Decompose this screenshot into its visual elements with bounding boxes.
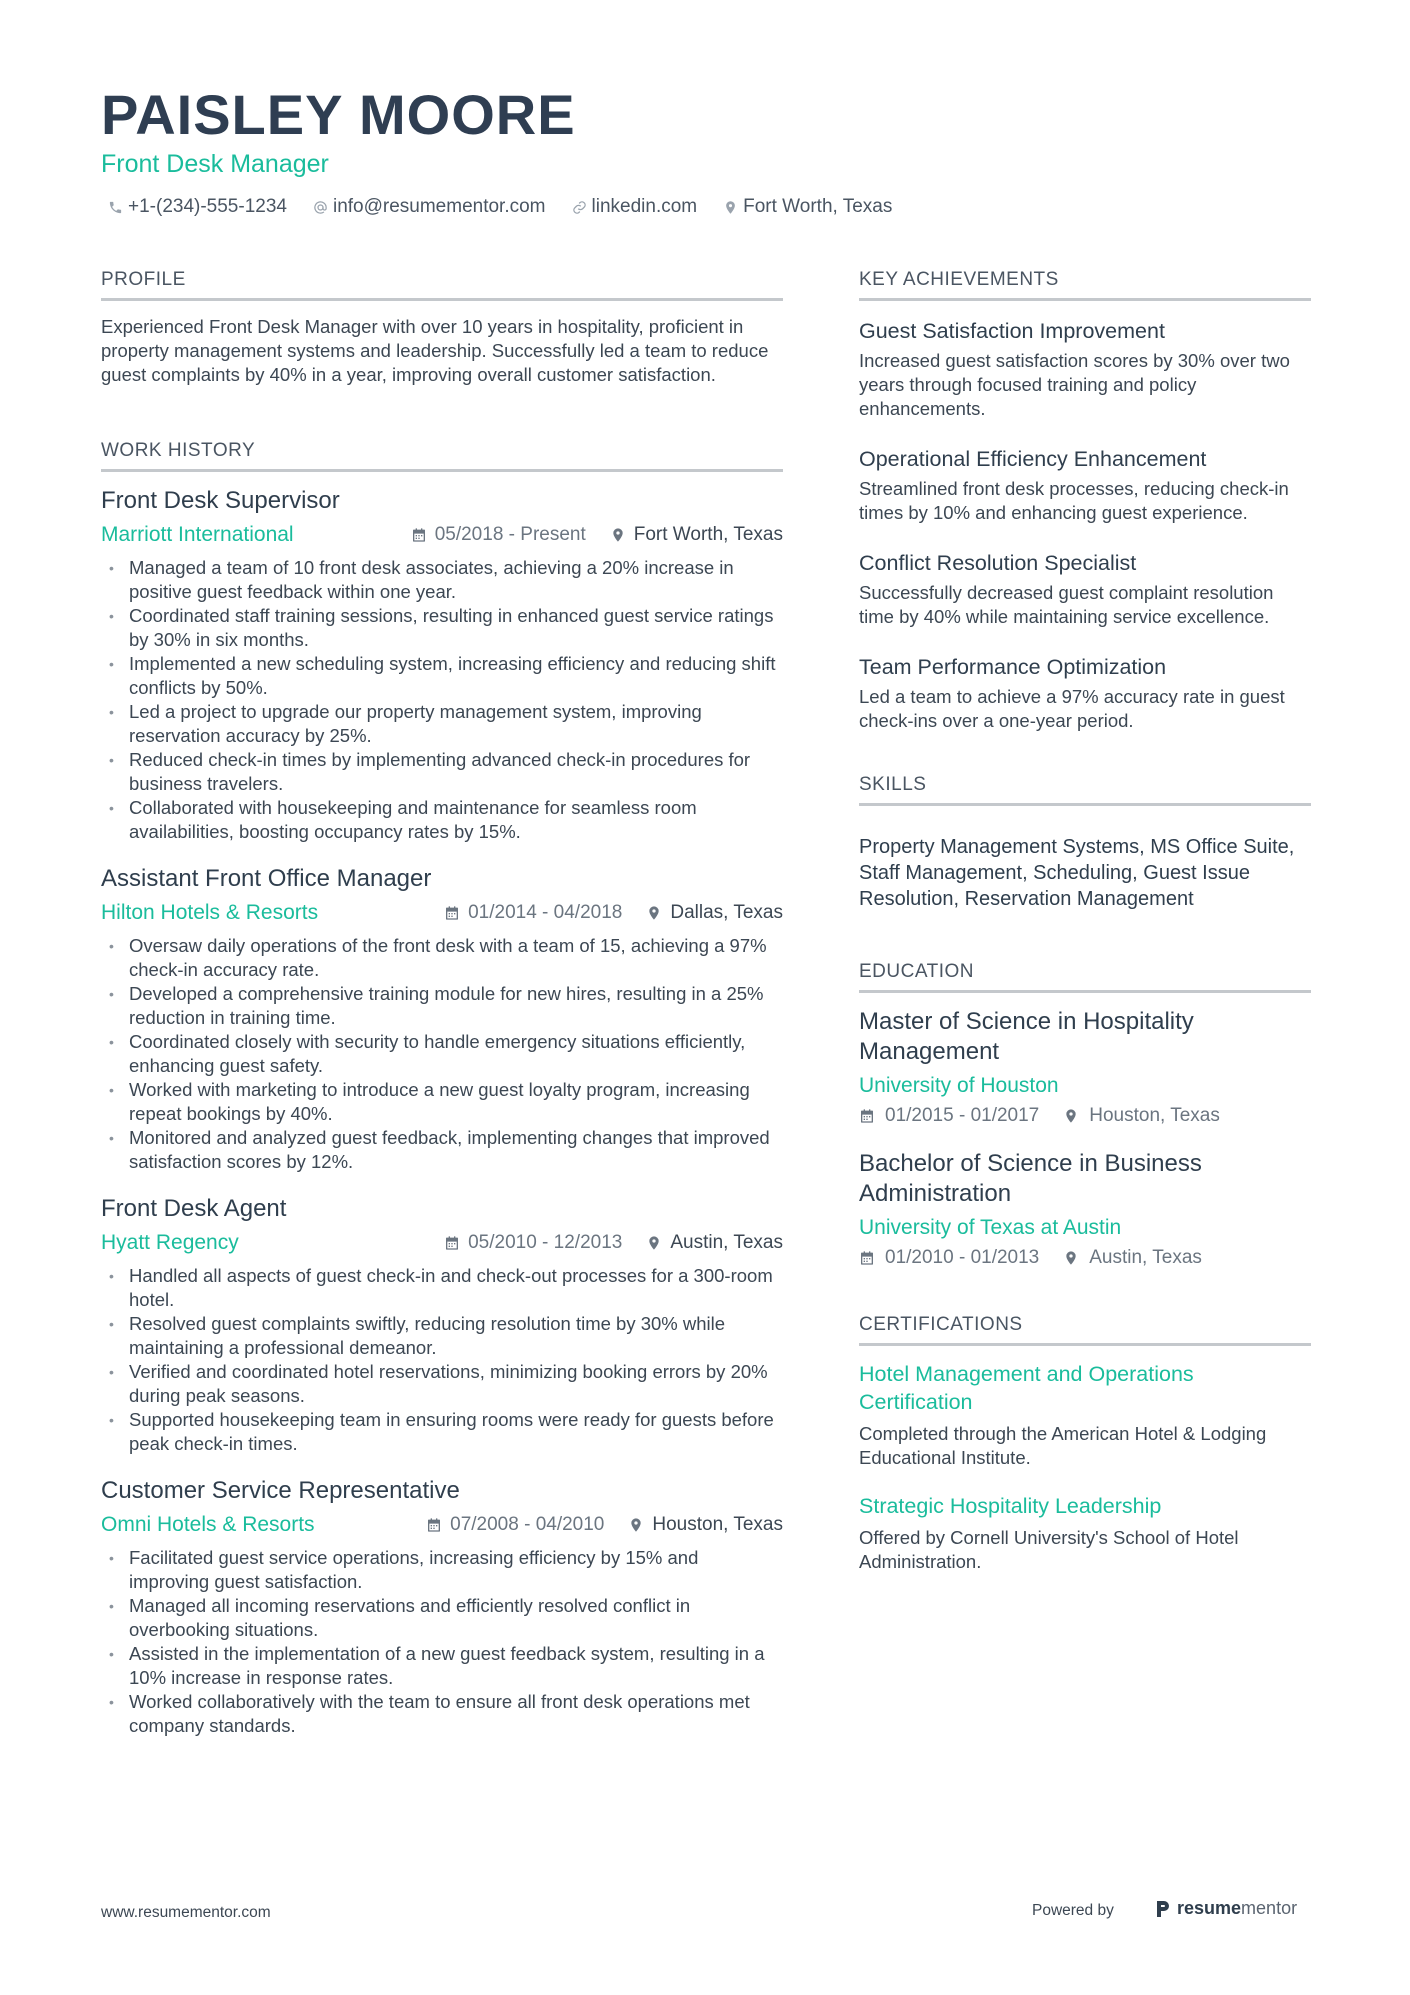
skills-text: Property Management Systems, MS Office Suite, Staff Management, Scheduling, Guest Issue Resolution, Reservation Management bbox=[859, 836, 1295, 910]
skills-heading: SKILLS bbox=[859, 773, 1311, 806]
job-bullet: • Worked collaboratively with the team to ensure all front desk operations met company standards. bbox=[101, 1690, 783, 1738]
achievement-item bbox=[859, 653, 1311, 733]
job-bullet: • Implemented a new scheduling system, increasing efficiency and reducing shift conflicts by 50%. bbox=[101, 652, 783, 700]
job-meta bbox=[101, 1512, 783, 1538]
job-date-location bbox=[411, 524, 783, 546]
job-dates: 07/2008 - 04/2010 bbox=[450, 1514, 605, 1535]
job-entry bbox=[101, 1194, 783, 1456]
job-dates: 05/2018 - Present bbox=[434, 524, 586, 545]
location-pin-icon bbox=[1063, 1250, 1079, 1266]
achievement-desc: Successfully decreased guest complaint resolution time by 40% while maintaining service excellence. bbox=[859, 582, 1274, 627]
brand-bold: resume bbox=[1177, 1898, 1242, 1918]
certification-title: Strategic Hospitality Leadership bbox=[859, 1494, 1162, 1518]
profile-heading: PROFILE bbox=[101, 268, 783, 301]
job-company: Omni Hotels & Resorts bbox=[101, 1513, 315, 1536]
job-location: Fort Worth, Texas bbox=[633, 524, 783, 545]
work-history-heading: WORK HISTORY bbox=[101, 439, 783, 472]
education-location: Austin, Texas bbox=[1089, 1247, 1202, 1268]
at-icon bbox=[313, 200, 328, 215]
footer-brand-logo[interactable] bbox=[1155, 1898, 1297, 1919]
job-bullet: • Handled all aspects of guest check-in and check-out processes for a 300-room hotel. bbox=[101, 1264, 783, 1312]
job-location: Dallas, Texas bbox=[670, 902, 783, 923]
job-meta bbox=[101, 522, 783, 548]
calendar-icon bbox=[859, 1108, 875, 1124]
job-entry bbox=[101, 486, 783, 844]
education-location: Houston, Texas bbox=[1089, 1105, 1220, 1126]
phone-icon bbox=[108, 200, 123, 215]
achievements-list bbox=[859, 317, 1311, 733]
job-company: Hilton Hotels & Resorts bbox=[101, 901, 319, 924]
achievement-title: Guest Satisfaction Improvement bbox=[859, 319, 1165, 343]
work-history-list bbox=[101, 486, 783, 1738]
location-pin-icon bbox=[646, 1235, 662, 1251]
job-bullets bbox=[101, 556, 783, 844]
achievement-item bbox=[859, 317, 1311, 421]
footer-url[interactable]: www.resumementor.com bbox=[101, 1904, 271, 1921]
candidate-title: Front Desk Manager bbox=[101, 150, 329, 178]
footer-powered-by: Powered by bbox=[1032, 1902, 1114, 1919]
location-text: Fort Worth, Texas bbox=[743, 196, 893, 217]
job-entry bbox=[101, 1476, 783, 1738]
job-bullet: • Facilitated guest service operations, increasing efficiency by 15% and improving guest satisfaction. bbox=[101, 1546, 783, 1594]
achievement-title: Operational Efficiency Enhancement bbox=[859, 447, 1207, 471]
job-bullet: • Oversaw daily operations of the front desk with a team of 15, achieving a 97% check-in accuracy rate. bbox=[101, 934, 783, 982]
right-column bbox=[859, 268, 1311, 1596]
location-pin-icon bbox=[610, 527, 626, 543]
job-dates: 01/2014 - 04/2018 bbox=[468, 902, 623, 923]
certification-desc: Completed through the American Hotel & Lodging Educational Institute. bbox=[859, 1423, 1267, 1468]
job-bullet: • Coordinated closely with security to handle emergency situations efficiently, enhancing guest safety. bbox=[101, 1030, 783, 1078]
job-role: Customer Service Representative bbox=[101, 1477, 460, 1504]
education-item bbox=[859, 1149, 1311, 1269]
achievement-item bbox=[859, 445, 1311, 525]
email-text: info@resumementor.com bbox=[332, 196, 546, 217]
achievement-title: Team Performance Optimization bbox=[859, 655, 1167, 679]
job-bullets bbox=[101, 934, 783, 1174]
achievements-heading: KEY ACHIEVEMENTS bbox=[859, 268, 1311, 301]
education-meta bbox=[859, 1105, 1311, 1127]
calendar-icon bbox=[426, 1517, 442, 1533]
certification-desc: Offered by Cornell University's School of Hotel Administration. bbox=[859, 1527, 1239, 1572]
education-school: University of Houston bbox=[859, 1074, 1059, 1097]
education-heading: EDUCATION bbox=[859, 960, 1311, 993]
job-bullet: • Assisted in the implementation of a new guest feedback system, resulting in a 10% increase in response rates. bbox=[101, 1642, 783, 1690]
contact-location bbox=[723, 196, 892, 218]
job-bullets bbox=[101, 1546, 783, 1738]
job-bullet: • Collaborated with housekeeping and maintenance for seamless room availabilities, boosting occupancy rates by 15%. bbox=[101, 796, 783, 844]
profile-text: Experienced Front Desk Manager with over 10 years in hospitality, proficient in property management systems and leadership. Successfully led a team to reduce guest complaints by 40% in a year, improving overall customer satisfaction. bbox=[101, 316, 769, 385]
linkedin-text: linkedin.com bbox=[591, 196, 698, 217]
candidate-name: PAISLEY MOORE bbox=[101, 83, 576, 146]
contact-linkedin[interactable] bbox=[572, 196, 698, 218]
job-bullet: • Managed all incoming reservations and efficiently resolved conflict in overbooking situations. bbox=[101, 1594, 783, 1642]
achievement-desc: Led a team to achieve a 97% accuracy rate in guest check-ins over a one-year period. bbox=[859, 686, 1285, 731]
job-bullets bbox=[101, 1264, 783, 1456]
job-meta bbox=[101, 1230, 783, 1256]
calendar-icon bbox=[444, 1235, 460, 1251]
logo-icon bbox=[1155, 1899, 1171, 1919]
job-bullet: • Coordinated staff training sessions, resulting in enhanced guest service ratings by 30% in six months. bbox=[101, 604, 783, 652]
education-meta bbox=[859, 1247, 1311, 1269]
certification-item bbox=[859, 1360, 1311, 1470]
achievement-item bbox=[859, 549, 1311, 629]
left-column bbox=[101, 268, 783, 1758]
contact-bar bbox=[108, 196, 918, 218]
location-pin-icon bbox=[723, 200, 738, 215]
certifications-heading: CERTIFICATIONS bbox=[859, 1313, 1311, 1346]
education-dates: 01/2015 - 01/2017 bbox=[885, 1105, 1040, 1126]
phone-text: +1-(234)-555-1234 bbox=[128, 196, 287, 217]
job-role: Assistant Front Office Manager bbox=[101, 865, 432, 892]
job-date-location bbox=[444, 1232, 783, 1254]
education-degree: Bachelor of Science in Business Administration bbox=[859, 1150, 1202, 1207]
job-company: Marriott International bbox=[101, 523, 294, 546]
job-bullet: • Verified and coordinated hotel reservations, minimizing booking errors by 20% during peak seasons. bbox=[101, 1360, 783, 1408]
education-list bbox=[859, 1007, 1311, 1269]
certification-item bbox=[859, 1492, 1311, 1574]
brand-light: mentor bbox=[1241, 1898, 1298, 1918]
job-bullet: • Worked with marketing to introduce a new guest loyalty program, increasing repeat bookings by 40%. bbox=[101, 1078, 783, 1126]
contact-email[interactable] bbox=[313, 196, 546, 218]
education-item bbox=[859, 1007, 1311, 1127]
calendar-icon bbox=[444, 905, 460, 921]
contact-phone[interactable] bbox=[108, 196, 287, 218]
job-bullet: • Led a project to upgrade our property management system, improving reservation accuracy by 25%. bbox=[101, 700, 783, 748]
job-bullet: • Managed a team of 10 front desk associates, achieving a 20% increase in positive guest feedback within one year. bbox=[101, 556, 783, 604]
job-company: Hyatt Regency bbox=[101, 1231, 239, 1254]
job-role: Front Desk Agent bbox=[101, 1195, 287, 1222]
location-pin-icon bbox=[646, 905, 662, 921]
job-meta bbox=[101, 900, 783, 926]
achievement-title: Conflict Resolution Specialist bbox=[859, 551, 1137, 575]
education-dates: 01/2010 - 01/2013 bbox=[885, 1247, 1040, 1268]
achievement-desc: Increased guest satisfaction scores by 30% over two years through focused training and policy enhancements. bbox=[859, 350, 1290, 419]
job-entry bbox=[101, 864, 783, 1174]
job-bullet: • Resolved guest complaints swiftly, reducing resolution time by 30% while maintaining a professional demeanor. bbox=[101, 1312, 783, 1360]
location-pin-icon bbox=[1063, 1108, 1079, 1124]
calendar-icon bbox=[411, 527, 427, 543]
job-location: Houston, Texas bbox=[652, 1514, 783, 1535]
achievement-desc: Streamlined front desk processes, reducing check-in times by 10% and enhancing guest experience. bbox=[859, 478, 1289, 523]
calendar-icon bbox=[859, 1250, 875, 1266]
job-bullet: • Monitored and analyzed guest feedback, implementing changes that improved satisfaction scores by 12%. bbox=[101, 1126, 783, 1174]
education-degree: Master of Science in Hospitality Management bbox=[859, 1008, 1194, 1065]
job-date-location bbox=[426, 1514, 783, 1536]
link-icon bbox=[572, 200, 587, 215]
location-pin-icon bbox=[628, 1517, 644, 1533]
certifications-list bbox=[859, 1360, 1311, 1574]
certification-title: Hotel Management and Operations Certification bbox=[859, 1362, 1194, 1414]
job-location: Austin, Texas bbox=[670, 1232, 783, 1253]
job-bullet: • Reduced check-in times by implementing advanced check-in procedures for business travelers. bbox=[101, 748, 783, 796]
job-bullet: • Supported housekeeping team in ensuring rooms were ready for guests before peak check-in times. bbox=[101, 1408, 783, 1456]
education-school: University of Texas at Austin bbox=[859, 1216, 1122, 1239]
job-role: Front Desk Supervisor bbox=[101, 487, 340, 514]
job-dates: 05/2010 - 12/2013 bbox=[468, 1232, 623, 1253]
job-date-location bbox=[444, 902, 783, 924]
job-bullet: • Developed a comprehensive training module for new hires, resulting in a 25% reduction in training time. bbox=[101, 982, 783, 1030]
